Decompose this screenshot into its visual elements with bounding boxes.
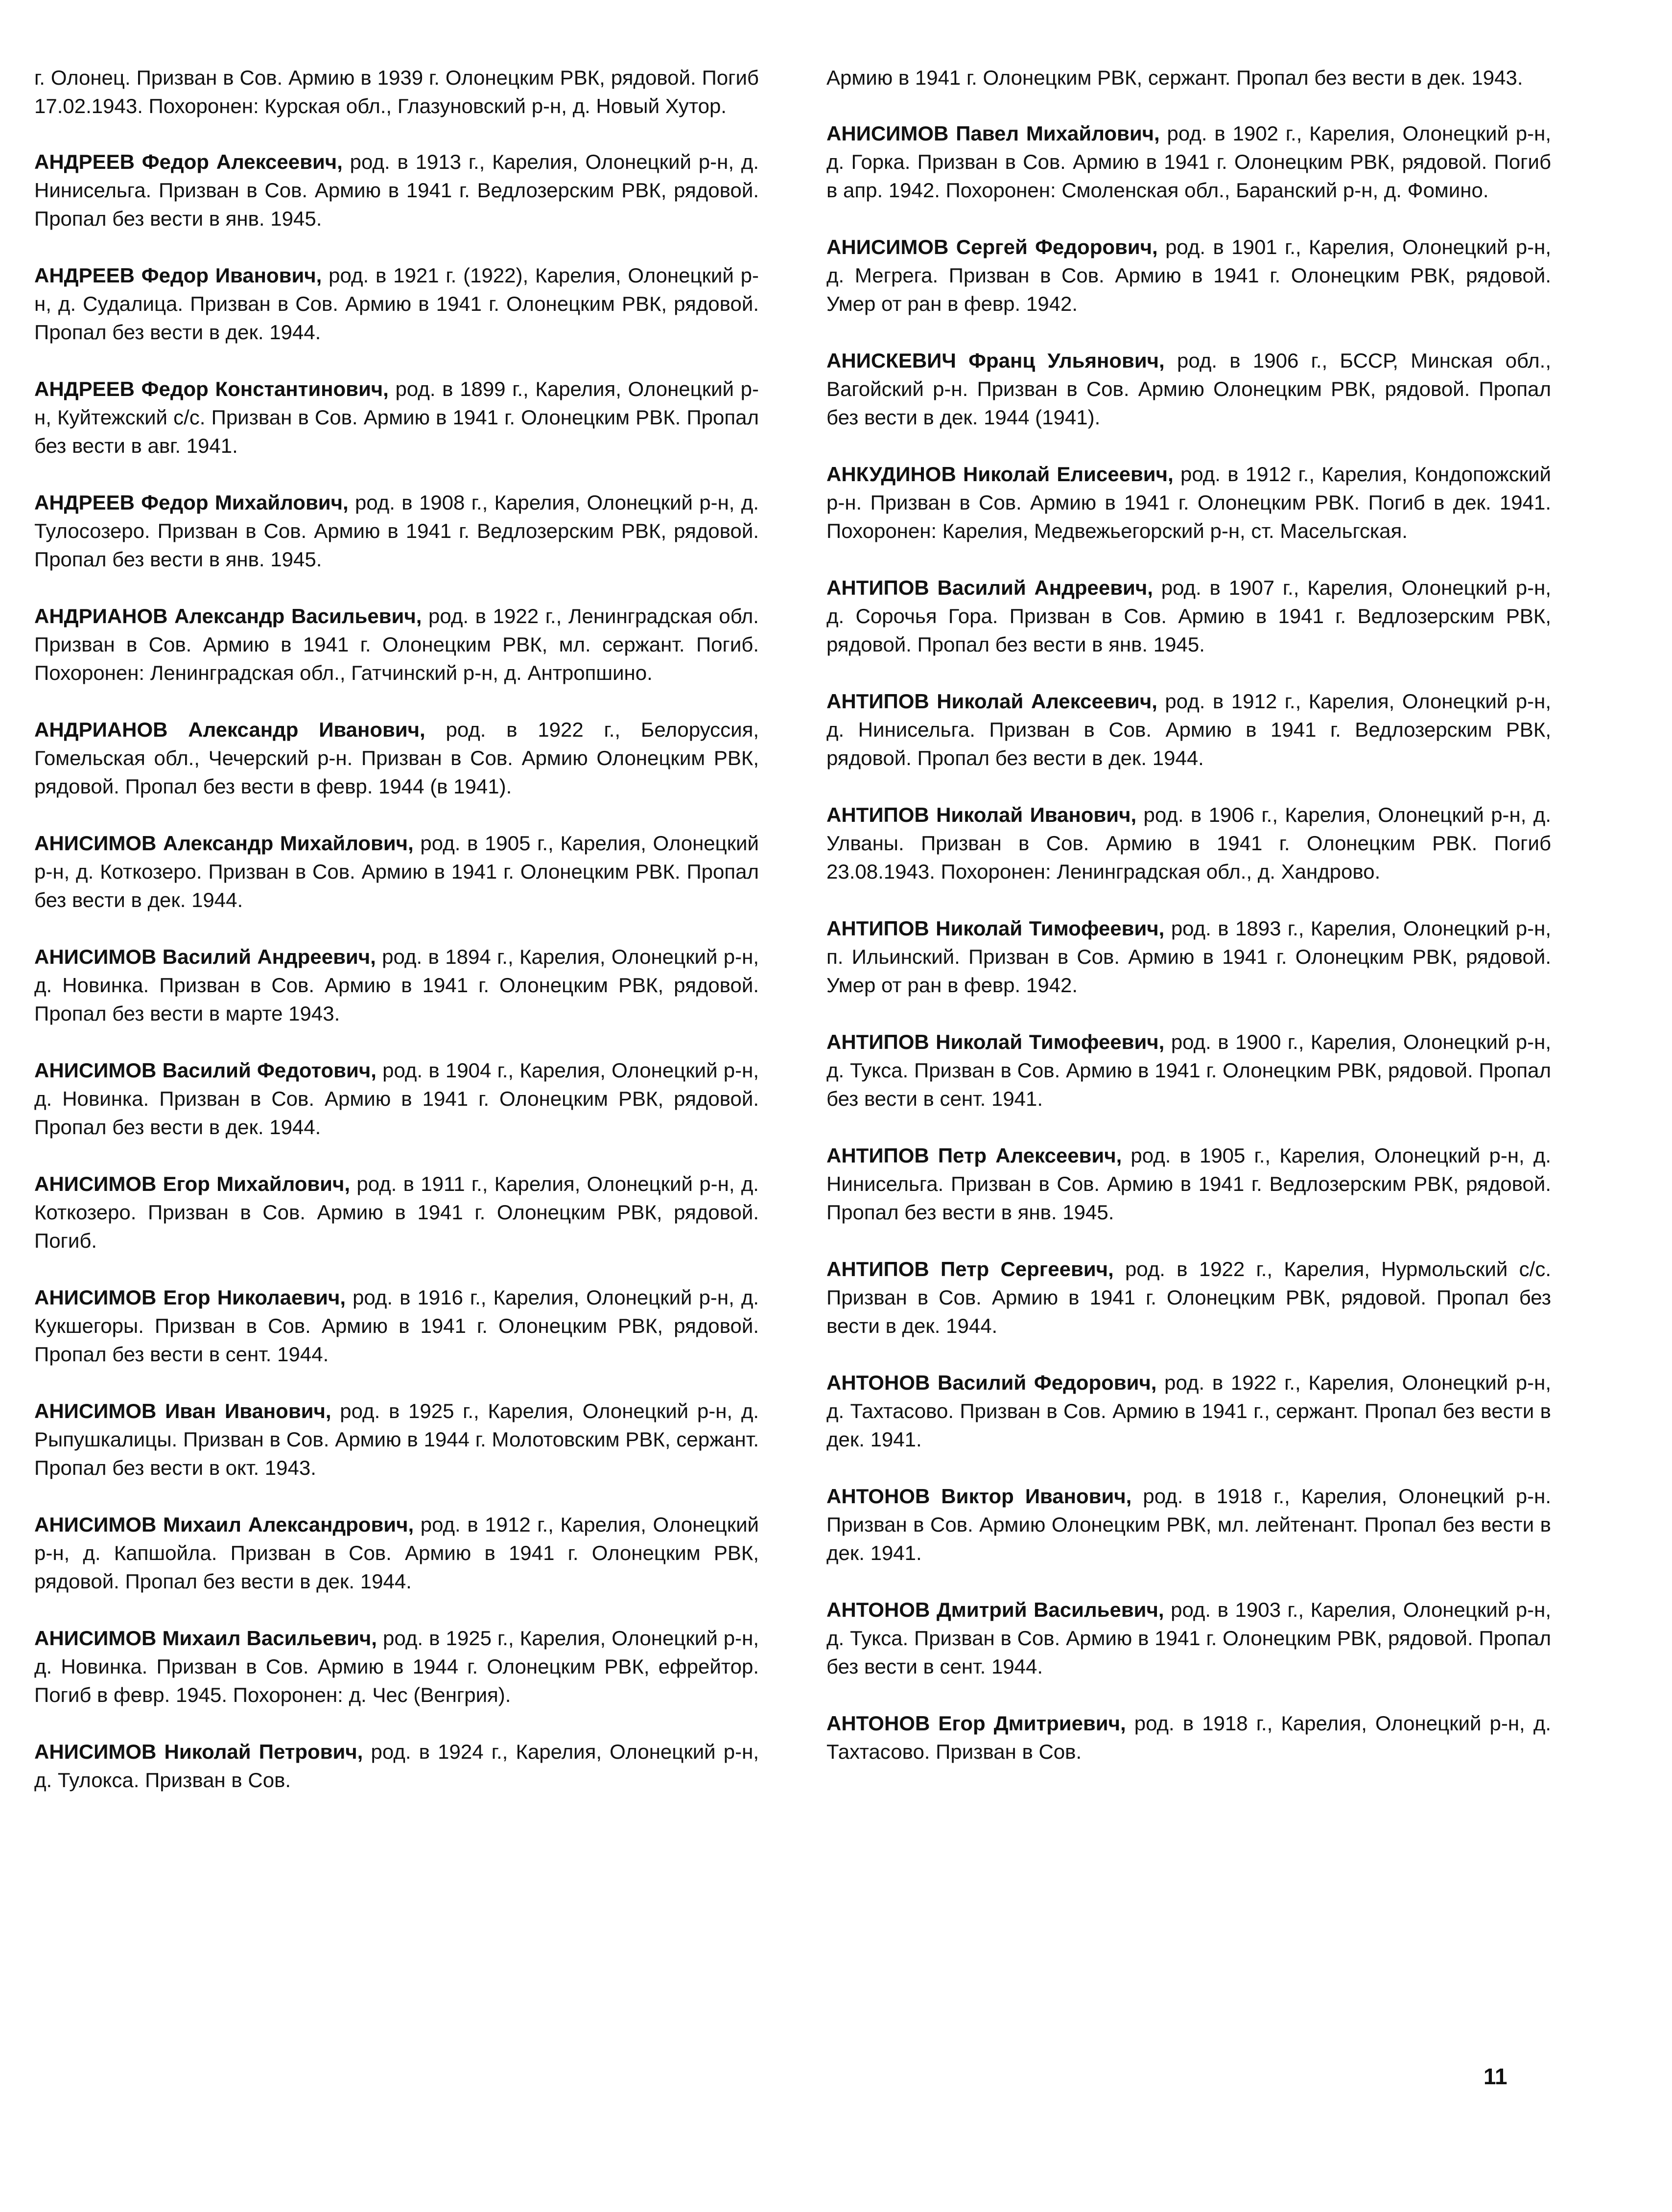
record-text: Армию в 1941 г. Олонецким РВК, сержант. Пропал без вести в дек. 1943.: [826, 66, 1523, 89]
record-name: АНТИПОВ Петр Алексеевич,: [826, 1144, 1122, 1167]
record-text: род. в 1913 г., Карелия, Олонецкий р-н, д. Нинисельга. Призван в Сов. Армию в 1941 г. Ведлозерским РВК, рядовой. Пропал без вести в янв. 1945.: [34, 150, 759, 230]
record-entry: [826, 233, 1551, 318]
record-entry: [34, 1738, 759, 1794]
record-text: род. в 1893 г., Карелия, Олонецкий р-н, п. Ильинский. Призван в Сов. Армию в 1941 г. Олонецким РВК, рядовой. Умер от ран в февр. 1942.: [826, 917, 1552, 997]
record-entry: [34, 375, 759, 460]
record-name: АНДРЕЕВ Федор Константинович,: [34, 377, 389, 400]
record-entry: [826, 1596, 1551, 1681]
record-name: АНТОНОВ Василий Федорович,: [826, 1371, 1157, 1394]
record-name: АНИСИМОВ Иван Иванович,: [34, 1399, 331, 1422]
record-entry: [34, 716, 759, 801]
record-name: АНТИПОВ Николай Алексеевич,: [826, 690, 1157, 713]
record-entry: [34, 1397, 759, 1482]
record-text: род. в 1922 г., Карелия, Нурмольский с/с. Призван в Сов. Армию в 1941 г. Олонецким РВК, рядовой. Пропал без вести в дек. 1944.: [826, 1257, 1551, 1337]
record-name: АНДРИАНОВ Александр Иванович,: [34, 718, 425, 741]
record-text: род. в 1912 г., Карелия, Олонецкий р-н, д. Капшойла. Призван в Сов. Армию в 1941 г. Олонецким РВК, рядовой. Пропал без вести в дек. 1944.: [34, 1513, 759, 1593]
record-entry: [826, 119, 1551, 205]
record-text: род. в 1905 г., Карелия, Олонецкий р-н, д. Нинисельга. Призван в Сов. Армию в 1941 г. Ведлозерским РВК, рядовой. Пропал без вести в янв. 1945.: [826, 1144, 1551, 1224]
record-entry: [34, 1624, 759, 1709]
record-name: АНИСИМОВ Сергей Федорович,: [826, 235, 1158, 258]
record-name: АНДРЕЕВ Федор Иванович,: [34, 264, 322, 287]
record-text: род. в 1922 г., Белоруссия, Гомельская обл., Чечерский р-н. Призван в Сов. Армию Олонецким РВК, рядовой. Пропал без вести в февр. 1944 (в 1941).: [34, 718, 759, 798]
record-name: АНТИПОВ Николай Тимофеевич,: [826, 917, 1165, 940]
record-entry: [34, 1170, 759, 1255]
record-name: АНИСИМОВ Егор Николаевич,: [34, 1286, 346, 1309]
record-entry: [34, 1056, 759, 1141]
record-name: АНДРЕЕВ Федор Алексеевич,: [34, 150, 343, 173]
record-entry: [34, 602, 759, 687]
record-text: род. в 1901 г., Карелия, Олонецкий р-н, д. Мегрега. Призван в Сов. Армию в 1941 г. Олонецким РВК, рядовой. Умер от ран в февр. 1942.: [826, 235, 1551, 315]
record-text: род. в 1902 г., Карелия, Олонецкий р-н, д. Горка. Призван в Сов. Армию в 1941 г. Олонецким РВК, рядовой. Погиб в апр. 1942. Похоронен: Смоленская обл., Баранский р-н, д. Фомино.: [826, 122, 1551, 202]
record-name: АНИСИМОВ Павел Михайлович,: [826, 122, 1160, 145]
record-name: АНИСКЕВИЧ Франц Ульянович,: [826, 349, 1165, 372]
record-name: АНТИПОВ Петр Сергеевич,: [826, 1257, 1114, 1281]
record-text: род. в 1922 г., Ленинградская обл. Призван в Сов. Армию в 1941 г. Олонецким РВК, мл. сержант. Погиб. Похоронен: Ленинградская обл., Гатчинский р-н, д. Антропшино.: [34, 605, 759, 684]
record-name: АНТОНОВ Виктор Иванович,: [826, 1485, 1132, 1508]
record-entry: [826, 347, 1551, 432]
record-text: род. в 1894 г., Карелия, Олонецкий р-н, д. Новинка. Призван в Сов. Армию в 1941 г. Олонецким РВК, рядовой. Пропал без вести в марте 1943.: [34, 945, 759, 1025]
record-text: род. в 1907 г., Карелия, Олонецкий р-н, д. Сорочья Гора. Призван в Сов. Армию в 1941 г. Ведлозерским РВК, рядовой. Пропал без вести в янв. 1945.: [826, 576, 1551, 656]
record-name: АНКУДИНОВ Николай Елисеевич,: [826, 463, 1174, 486]
record-entry: [826, 574, 1551, 659]
record-name: АНИСИМОВ Михаил Васильевич,: [34, 1627, 377, 1650]
record-text: род. в 1903 г., Карелия, Олонецкий р-н, д. Тукса. Призван в Сов. Армию в 1941 г. Олонецким РВК, рядовой. Пропал без вести в сент. 1944.: [826, 1598, 1552, 1678]
record-text: род. в 1925 г., Карелия, Олонецкий р-н, д. Новинка. Призван в Сов. Армию в 1944 г. Олонецким РВК, ефрейтор. Погиб в февр. 1945. Похоронен: д. Чес (Венгрия).: [34, 1627, 759, 1706]
record-entry: [826, 914, 1551, 1000]
page-number: 11: [1484, 2064, 1507, 2089]
record-text: род. в 1912 г., Карелия, Кондопожский р-н. Призван в Сов. Армию в 1941 г. Олонецким РВК. Погиб в дек. 1941. Похоронен: Карелия, Медвежьегорский р-н, ст. Масельгская.: [826, 463, 1551, 542]
record-entry: [826, 687, 1551, 772]
record-text: род. в 1911 г., Карелия, Олонецкий р-н, д. Коткозеро. Призван в Сов. Армию в 1941 г. Олонецким РВК, рядовой. Погиб.: [34, 1172, 759, 1252]
record-entry: [826, 460, 1551, 545]
record-text: род. в 1906 г., БССР, Минская обл., Вагойский р-н. Призван в Сов. Армию Олонецким РВК, рядовой. Пропал без вести в дек. 1944 (1941).: [826, 349, 1551, 429]
record-name: АНДРИАНОВ Александр Васильевич,: [34, 605, 422, 628]
record-name: АНИСИМОВ Николай Петрович,: [34, 1740, 363, 1763]
record-text: род. в 1918 г., Карелия, Олонецкий р-н, д. Тахтасово. Призван в Сов.: [826, 1712, 1552, 1763]
record-name: АНТОНОВ Дмитрий Васильевич,: [826, 1598, 1164, 1621]
record-entry: [826, 1255, 1551, 1340]
record-entry: [34, 148, 759, 233]
right-column: [826, 64, 1551, 1794]
record-entry: [34, 261, 759, 347]
record-continuation: [34, 64, 759, 120]
record-text: род. в 1925 г., Карелия, Олонецкий р-н, д. Рыпушкалицы. Призван в Сов. Армию в 1944 г. Молотовским РВК, сержант. Пропал без вести в окт. 1943.: [34, 1399, 759, 1479]
record-entry: [826, 1482, 1551, 1567]
record-entry: [34, 1283, 759, 1369]
record-entry: [34, 489, 759, 574]
record-name: АНТИПОВ Николай Иванович,: [826, 803, 1137, 826]
record-text: г. Олонец. Призван в Сов. Армию в 1939 г. Олонецким РВК, рядовой. Погиб 17.02.1943. Похоронен: Курская обл., Глазуновский р-н, д. Новый Хутор.: [34, 66, 759, 117]
record-entry: [34, 943, 759, 1028]
record-name: АНИСИМОВ Александр Михайлович,: [34, 832, 414, 855]
record-entry: [826, 1369, 1551, 1454]
record-name: АНТИПОВ Василий Андреевич,: [826, 576, 1153, 599]
record-name: АНДРЕЕВ Федор Михайлович,: [34, 491, 349, 514]
record-name: АНИСИМОВ Егор Михайлович,: [34, 1172, 351, 1195]
record-name: АНИСИМОВ Василий Федотович,: [34, 1059, 377, 1082]
record-name: АНТОНОВ Егор Дмитриевич,: [826, 1712, 1126, 1735]
record-text: род. в 1906 г., Карелия, Олонецкий р-н, д. Улваны. Призван в Сов. Армию в 1941 г. Олонецким РВК. Погиб 23.08.1943. Похоронен: Ленинградская обл., д. Хандрово.: [826, 803, 1551, 883]
record-text: род. в 1908 г., Карелия, Олонецкий р-н, д. Тулосозеро. Призван в Сов. Армию в 1941 г. Ведлозерским РВК, рядовой. Пропал без вести в янв. 1945.: [34, 491, 759, 571]
record-text: род. в 1899 г., Карелия, Олонецкий р-н, Куйтежский с/с. Призван в Сов. Армию в 1941 г. Олонецким РВК. Пропал без вести в авг. 1941.: [34, 377, 759, 457]
record-name: АНИСИМОВ Василий Андреевич,: [34, 945, 376, 968]
record-text: род. в 1905 г., Карелия, Олонецкий р-н, д. Коткозеро. Призван в Сов. Армию в 1941 г. Олонецким РВК. Пропал без вести в дек. 1944.: [34, 832, 759, 911]
record-text: род. в 1912 г., Карелия, Олонецкий р-н, д. Нинисельга. Призван в Сов. Армию в 1941 г. Ведлозерским РВК, рядовой. Пропал без вести в дек. 1944.: [826, 690, 1551, 769]
record-text: род. в 1922 г., Карелия, Олонецкий р-н, д. Тахтасово. Призван в Сов. Армию в 1941 г., сержант. Пропал без вести в дек. 1941.: [826, 1371, 1551, 1451]
record-continuation: [826, 64, 1551, 92]
record-entry: [34, 829, 759, 914]
left-column: [34, 64, 759, 1823]
record-text: род. в 1918 г., Карелия, Олонецкий р-н. Призван в Сов. Армию Олонецким РВК, мл. лейтенант. Пропал без вести в дек. 1941.: [826, 1485, 1551, 1564]
record-name: АНИСИМОВ Михаил Александрович,: [34, 1513, 414, 1536]
record-entry: [826, 801, 1551, 886]
record-entry: [826, 1709, 1551, 1766]
record-text: род. в 1900 г., Карелия, Олонецкий р-н, д. Тукса. Призван в Сов. Армию в 1941 г. Олонецким РВК, рядовой. Пропал без вести в сент. 1941.: [826, 1030, 1552, 1110]
record-name: АНТИПОВ Николай Тимофеевич,: [826, 1030, 1165, 1053]
record-entry: [826, 1028, 1551, 1113]
record-text: род. в 1916 г., Карелия, Олонецкий р-н, д. Кукшегоры. Призван в Сов. Армию в 1941 г. Олонецким РВК, рядовой. Пропал без вести в сент. 1944.: [34, 1286, 759, 1366]
record-entry: [826, 1141, 1551, 1227]
record-entry: [34, 1511, 759, 1596]
record-text: род. в 1904 г., Карелия, Олонецкий р-н, д. Новинка. Призван в Сов. Армию в 1941 г. Олонецким РВК, рядовой. Пропал без вести в дек. 1944.: [34, 1059, 759, 1139]
record-text: род. в 1921 г. (1922), Карелия, Олонецкий р-н, д. Судалица. Призван в Сов. Армию в 1941 г. Олонецким РВК, рядовой. Пропал без вести в дек. 1944.: [34, 264, 759, 344]
record-text: род. в 1924 г., Карелия, Олонецкий р-н, д. Тулокса. Призван в Сов.: [34, 1740, 759, 1792]
